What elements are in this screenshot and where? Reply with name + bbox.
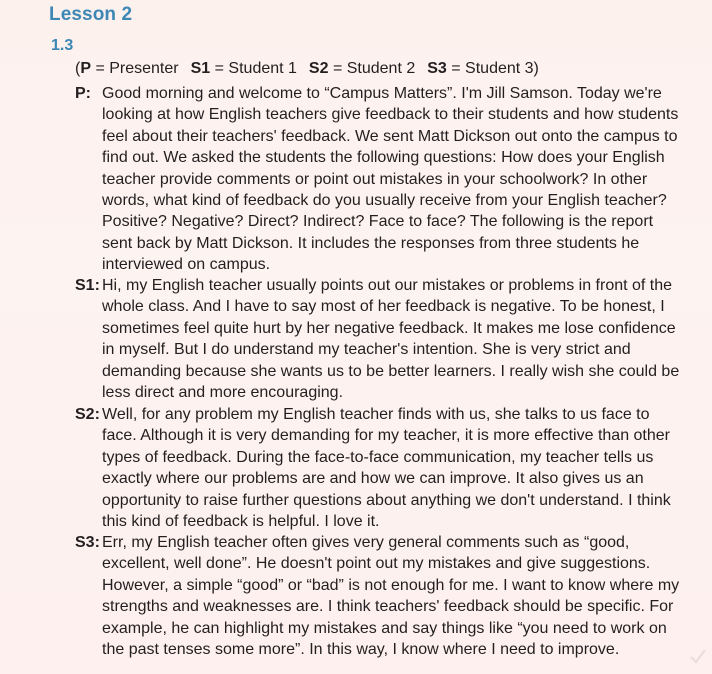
legend-p-abbr: P [80,60,91,77]
lesson-title: Lesson 2 [49,4,133,25]
legend-p-desc: = Presenter [91,60,179,77]
speech-text: Hi, my English teacher usually points out our mistakes or problems in front of the whole class. And I have to say most of her feedback is negative. To be honest, I sometimes feel quite hurt by her negative feedback. It makes me lose confidence in myself. But I do understand my teacher's intention. She is very strict and demanding because she wants us to be better learners. I really wish she could be less direct and more encouraging. [102,277,680,402]
speech-text: Err, my English teacher often gives very general comments such as “good, excellent, well done”. He doesn't point out my mistakes and give suggestions. However, a simple “good” or “bad” is not enough for me. I want to know where my strengths and weaknesses are. I think teachers' feedback should be specific. For example, he can highlight my mistakes and say things like “you need to work on the past tenses some more”. In this way, I know where I need to improve. [102,534,680,659]
legend-s3-desc: = Student 3) [446,60,539,77]
speech-text: Well, for any problem my English teacher finds with us, she talks to us face to face. Although it is very demanding for my teacher, it is more effective than other types of feedback. During the face-to-face communication, my teacher tells us exactly where our problems are and how we can improve. It also gives us an opportunity to raise further questions about anything we don't understand. I think this kind of feedback is helpful. I love it. [102,406,671,531]
speaker-label: S1: [75,277,100,294]
speaker-label: P: [75,85,91,102]
legend-s2-abbr: S2 [308,60,329,77]
transcript-turn-student-1 [75,275,685,403]
legend-s1-desc: = Student 1 [210,60,297,77]
legend-s2-desc: = Student 2 [328,60,416,77]
watermark-mark-icon [688,646,708,666]
speech-text: Good morning and welcome to “Campus Matters”. I'm Jill Samson. Today we're looking at how English teachers give feedback to their students and how students feel about their teachers' feedback. We sent Matt Dickson out onto the campus to find out. We asked the students the following questions: How does your English teacher provide comments or point out mistakes in your schoolwork? In other words, what kind of feedback do you usually receive from your English teacher? Positive? Negative? Direct? Indirect? Face to face? The following is the report sent back by Matt Dickson. It includes the responses from three students he interviewed on campus. [102,85,679,274]
legend-open-paren: ( [75,60,81,77]
speaker-label: S3: [75,534,100,551]
section-number: 1.3 [51,37,74,54]
legend-s3-abbr: S3 [427,60,447,77]
speaker-legend [75,58,539,80]
transcript-turn-student-3 [75,532,685,660]
legend-s1-abbr: S1 [190,60,211,77]
transcript-turn-student-2 [75,404,685,532]
transcript-turn-presenter [75,83,685,276]
speaker-label: S2: [75,406,100,423]
